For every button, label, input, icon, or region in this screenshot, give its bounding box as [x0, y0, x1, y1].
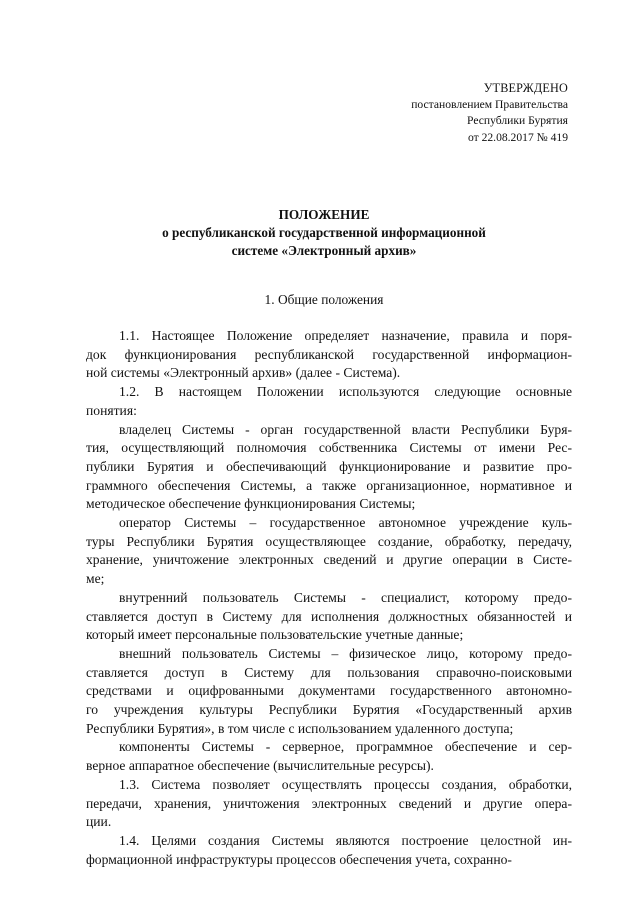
- paragraph-line: ной системы «Электронный архив» (далее - Система).: [86, 365, 401, 381]
- paragraph-line: граммного обеспечения Системы, а также организационное, нормативное и: [86, 477, 572, 493]
- paragraph-line: док функционирования республиканской государственной информацион-: [86, 346, 572, 362]
- paragraph-line: который имеет персональные пользовательские учетные данные;: [86, 627, 464, 643]
- paragraph: [86, 832, 572, 869]
- paragraph-line: туры Республики Бурятия осуществляющее создание, обработку, передачу,: [86, 533, 572, 549]
- document-title: [80, 206, 568, 260]
- paragraph-line: ставляется доступ в Систему для пользования справочно-поисковыми: [86, 664, 572, 680]
- approval-authority: постановлением Правительства: [411, 97, 568, 111]
- paragraph: [86, 776, 572, 832]
- paragraph-line: внешний пользователь Системы – физическое лицо, которому предо-: [119, 645, 572, 661]
- paragraph-line: 1.2. В настоящем Положении используются следующие основные: [119, 384, 572, 400]
- approval-heading: УТВЕРЖДЕНО: [483, 81, 568, 95]
- section-heading: 1. Общие положения: [264, 292, 384, 307]
- paragraph: [86, 738, 572, 775]
- paragraph: [86, 327, 572, 383]
- paragraph: [86, 421, 572, 515]
- paragraph-line: компоненты Системы - серверное, программное обеспечение и сер-: [119, 739, 572, 755]
- title-line-3: системе «Электронный архив»: [231, 243, 417, 258]
- paragraph-line: передачи, хранения, уничтожения электронных сведений и другие опера-: [86, 795, 572, 811]
- paragraph-line: формационной инфраструктуры процессов обеспечения учета, сохранно-: [86, 851, 512, 867]
- paragraph-line: 1.3. Система позволяет осуществлять процессы создания, обработки,: [119, 776, 572, 792]
- paragraph-line: 1.1. Настоящее Положение определяет назначение, правила и поря-: [119, 328, 572, 343]
- paragraph-line: Республики Бурятия», в том числе с использованием удаленного доступа;: [86, 720, 514, 736]
- title-line-1: ПОЛОЖЕНИЕ: [278, 207, 370, 222]
- paragraph-line: публики Бурятия и обеспечивающий функционирование и развитие про-: [86, 458, 572, 474]
- paragraph-line: средствами и оцифрованными документами государственного автономно-: [86, 683, 572, 699]
- approval-region: Республики Бурятия: [467, 114, 568, 127]
- paragraph-line: тия, осуществляющий полномочия собственника Системы от имени Рес-: [86, 440, 572, 456]
- paragraph-line: ставляется доступ в Систему для исполнения должностных обязанностей и: [86, 608, 572, 624]
- paragraph: [86, 589, 572, 645]
- paragraph: [86, 514, 572, 589]
- paragraph-line: верное аппаратное обеспечение (вычислительные ресурсы).: [86, 758, 434, 774]
- paragraph-line: 1.4. Целями создания Системы являются построение целостной ин-: [119, 832, 572, 848]
- paragraph-line: го учреждения культуры Республики Бурятия «Государственный архив: [86, 702, 572, 718]
- approval-stamp: [411, 80, 568, 146]
- paragraph-line: ции.: [86, 814, 112, 830]
- paragraph-line: ме;: [86, 571, 105, 587]
- paragraph: [86, 645, 572, 739]
- title-line-2: о республиканской государственной информационной: [162, 225, 486, 240]
- approval-date-number: от 22.08.2017 № 419: [467, 130, 568, 144]
- paragraph-line: методическое обеспечение функционирования Системы;: [86, 496, 416, 512]
- paragraph: [86, 383, 572, 420]
- paragraph-line: внутренний пользователь Системы - специалист, которому предо-: [119, 589, 572, 605]
- paragraph-line: понятия:: [86, 402, 137, 418]
- paragraph-line: владелец Системы - орган государственной власти Республики Буря-: [119, 421, 572, 437]
- document-body: [86, 327, 572, 869]
- paragraph-line: оператор Системы – государственное автономное учреждение куль-: [119, 515, 572, 531]
- paragraph-line: хранение, уничтожение электронных сведений и другие операции в Систе-: [86, 552, 572, 568]
